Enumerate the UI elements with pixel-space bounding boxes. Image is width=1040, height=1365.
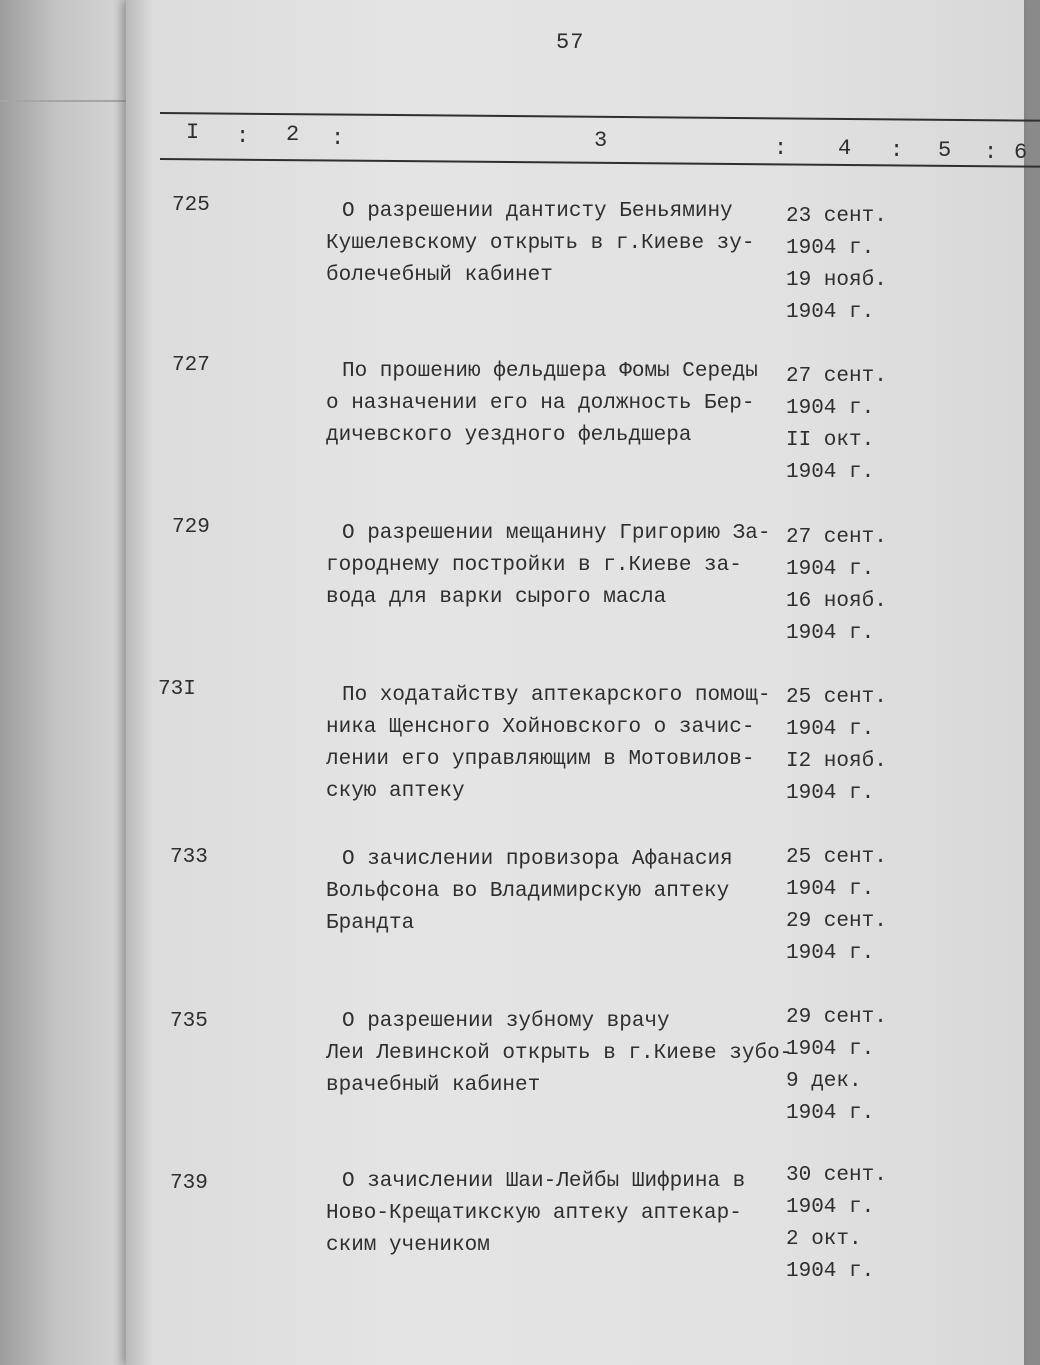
entry-dates — [786, 1002, 926, 1130]
entry-number: 733 — [170, 846, 208, 869]
entry-date-line: 1904 г. — [786, 942, 875, 965]
entry-date-line: 1904 г. — [786, 461, 875, 484]
entry-number: 725 — [172, 194, 210, 217]
entry-date-line: I2 нояб. — [786, 750, 887, 773]
page-number: 57 — [556, 30, 585, 55]
entry-title-line: ским учеником — [326, 1234, 490, 1257]
entry-title-line: О разрешении мещанину Григорию За- — [342, 522, 771, 545]
header-bottom-rule — [160, 158, 1040, 168]
entry-title-line: дичевского уездного фельдшера — [326, 424, 692, 447]
entry-date-line: 29 сент. — [786, 1006, 887, 1029]
entry-dates — [786, 361, 926, 489]
column-header-2: 2 — [286, 122, 300, 147]
entry-date-line: 1904 г. — [786, 1102, 875, 1125]
entry-title-line: о назначении его на должность Бер- — [326, 392, 755, 415]
entry-title-line: городнему постройки в г.Киеве за- — [326, 554, 742, 577]
entry-dates — [786, 1160, 926, 1288]
column-separator: : — [890, 138, 904, 163]
column-separator: : — [774, 136, 788, 161]
entry-title-line: Леи Левинской открыть в г.Киеве зубо- — [326, 1042, 793, 1065]
entry-title — [326, 1166, 786, 1262]
entry-title-line: ника Щенсного Хойновского о зачис- — [326, 716, 755, 739]
entry-title-line: По прошению фельдшера Фомы Середы — [342, 360, 758, 383]
entry-date-line: 1904 г. — [786, 782, 875, 805]
entry-title-line: О зачислении Шаи-Лейбы Шифрина в — [342, 1170, 746, 1193]
entry-date-line: 23 сент. — [786, 205, 887, 228]
entry-date-line: 25 сент. — [786, 846, 887, 869]
entry-number: 727 — [172, 354, 210, 377]
entry-date-line: 25 сент. — [786, 686, 887, 709]
entry-date-line: 1904 г. — [786, 718, 875, 741]
entry-title — [326, 518, 786, 614]
column-header-3: 3 — [594, 128, 608, 153]
entry-date-line: 1904 г. — [786, 558, 875, 581]
entry-title-line: О зачислении провизора Афанасия — [342, 848, 733, 871]
entry-dates — [786, 522, 926, 650]
entry-number: 729 — [172, 516, 210, 539]
entry-date-line: 9 дек. — [786, 1070, 862, 1093]
entry-title — [326, 356, 786, 452]
entry-date-line: 1904 г. — [786, 397, 875, 420]
entry-title-line: Кушелевскому открыть в г.Киеве зу- — [326, 232, 755, 255]
column-separator: : — [984, 140, 998, 165]
column-header-5: 5 — [938, 138, 952, 163]
entry-title-line: лении его управляющим в Мотовилов- — [326, 748, 755, 771]
entry-date-line: 1904 г. — [786, 1196, 875, 1219]
entry-number: 73I — [158, 678, 196, 701]
entry-date-line: 2 окт. — [786, 1228, 862, 1251]
entry-number: 739 — [170, 1172, 208, 1195]
column-header-1: I — [186, 120, 200, 145]
entry-date-line: 1904 г. — [786, 878, 875, 901]
previous-page-edge — [0, 0, 140, 1365]
entry-date-line: II окт. — [786, 429, 875, 452]
entry-dates — [786, 682, 926, 810]
entry-number: 735 — [170, 1010, 208, 1033]
entry-title-line: вода для варки сырого масла — [326, 586, 667, 609]
entry-dates — [786, 842, 926, 970]
document-page — [126, 0, 1028, 1365]
column-header-4: 4 — [838, 136, 852, 161]
entry-title-line: Ново-Крещатикскую аптеку аптекар- — [326, 1202, 742, 1225]
entry-date-line: 1904 г. — [786, 1260, 875, 1283]
entry-title — [326, 196, 786, 292]
entry-title-line: По ходатайству аптекарского помощ- — [342, 684, 771, 707]
entry-date-line: 27 сент. — [786, 526, 887, 549]
column-separator: : — [331, 126, 345, 151]
previous-page-rule — [0, 100, 130, 102]
entry-date-line: 27 сент. — [786, 365, 887, 388]
entry-date-line: 16 нояб. — [786, 590, 887, 613]
entry-date-line: 1904 г. — [786, 622, 875, 645]
entry-date-line: 1904 г. — [786, 1038, 875, 1061]
entry-title — [326, 680, 786, 808]
entry-title — [326, 844, 786, 940]
entry-title-line: скую аптеку — [326, 780, 465, 803]
header-top-rule — [160, 112, 1040, 122]
entry-date-line: 30 сент. — [786, 1164, 887, 1187]
entry-date-line: 1904 г. — [786, 237, 875, 260]
entry-title-line: Брандта — [326, 912, 415, 935]
column-separator: : — [236, 124, 250, 149]
entry-title-line: О разрешении зубному врачу — [342, 1010, 670, 1033]
entry-title-line: болечебный кабинет — [326, 264, 553, 287]
entry-date-line: 29 сент. — [786, 910, 887, 933]
entry-dates — [786, 201, 926, 329]
column-header-6: 6 — [1014, 140, 1028, 165]
entry-date-line: 1904 г. — [786, 301, 875, 324]
entry-title-line: Вольфсона во Владимирскую аптеку — [326, 880, 730, 903]
entry-title-line: О разрешении дантисту Беньямину — [342, 200, 733, 223]
entry-title-line: врачебный кабинет — [326, 1074, 541, 1097]
entry-title — [326, 1006, 793, 1102]
entry-date-line: 19 нояб. — [786, 269, 887, 292]
